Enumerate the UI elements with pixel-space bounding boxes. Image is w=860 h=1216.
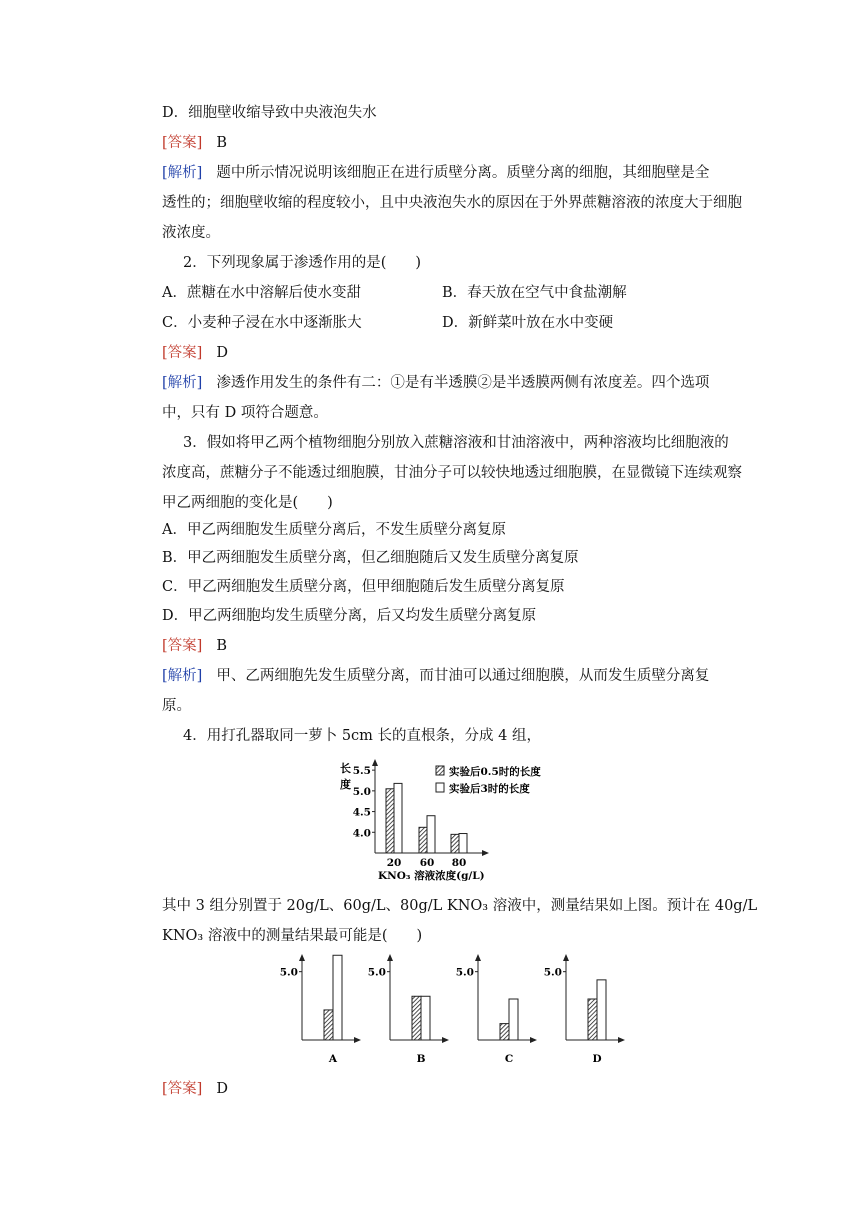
x-tick-label: 20 bbox=[386, 857, 402, 869]
answer-value: B bbox=[216, 638, 227, 654]
option-tick-label: 5.0 bbox=[367, 966, 386, 979]
analysis-text: 渗透作用发生的条件有二：①是有半透膜②是半透膜两侧有浓度差。四个选项 bbox=[216, 375, 710, 391]
option-bar-white bbox=[333, 955, 342, 1040]
option-bar-hatched bbox=[588, 999, 597, 1040]
y-tick-label: 5.0 bbox=[352, 785, 371, 798]
q4-answer bbox=[162, 1079, 228, 1099]
chart-xlabel: KNO₃ 溶液浓度(g/L) bbox=[378, 870, 485, 882]
answer-label: [答案] bbox=[162, 345, 203, 361]
bar-white-60 bbox=[427, 816, 435, 853]
answer-value: D bbox=[216, 1081, 228, 1097]
option-chart-C bbox=[456, 954, 537, 1065]
answer-value: D bbox=[216, 345, 228, 361]
q4-after-line-2: KNO₃ 溶液中的测量结果最可能是( ) bbox=[162, 928, 423, 944]
q3-option-b: B．甲乙两细胞发生质壁分离，但乙细胞随后又发生质壁分离复原 bbox=[162, 550, 579, 566]
q1-analysis-line-1 bbox=[162, 163, 710, 183]
bar-hatched-80 bbox=[451, 834, 459, 853]
q1-analysis-line-2: 透性的；细胞壁收缩的程度较小，且中央液泡失水的原因在于外界蔗糖溶液的浓度大于细胞 bbox=[162, 195, 742, 211]
q3-analysis-line-2: 原。 bbox=[162, 698, 191, 714]
analysis-label: [解析] bbox=[162, 668, 203, 684]
bar-white-20 bbox=[394, 783, 402, 853]
q3-option-d: D．甲乙两细胞均发生质壁分离，后又均发生质壁分离复原 bbox=[162, 608, 537, 624]
option-y-arrow bbox=[563, 954, 569, 961]
option-bar-hatched bbox=[412, 996, 421, 1040]
legend-swatch-white bbox=[436, 783, 444, 792]
option-tick-label: 5.0 bbox=[279, 966, 298, 979]
legend-label: 实验后3时的长度 bbox=[449, 783, 530, 795]
option-label: A bbox=[328, 1053, 338, 1065]
answer-value: B bbox=[216, 135, 227, 151]
q3-answer bbox=[162, 636, 227, 656]
q2-option-d: D．新鲜菜叶放在水中变硬 bbox=[442, 315, 614, 331]
analysis-text: 题中所示情况说明该细胞正在进行质壁分离。质壁分离的细胞，其细胞壁是全 bbox=[216, 165, 710, 181]
q4-stem: 4．用打孔器取同一萝卜 5cm 长的直根条，分成 4 组， bbox=[183, 728, 541, 744]
q3-option-c: C．甲乙两细胞发生质壁分离，但甲细胞随后发生质壁分离复原 bbox=[162, 579, 565, 595]
option-label: B bbox=[416, 1053, 426, 1065]
answer-label: [答案] bbox=[162, 1081, 203, 1097]
q3-stem-line-1: 3．假如将甲乙两个植物细胞分别放入蔗糖溶液和甘油溶液中，两种溶液均比细胞液的 bbox=[183, 435, 729, 451]
q3-stem-line-3: 甲乙两细胞的变化是( ) bbox=[162, 495, 333, 511]
option-charts bbox=[270, 950, 630, 1075]
option-y-arrow bbox=[387, 954, 393, 961]
option-y-arrow bbox=[299, 954, 305, 961]
option-bar-white bbox=[421, 996, 430, 1040]
length-chart bbox=[330, 756, 570, 886]
q3-analysis-line-1 bbox=[162, 666, 710, 686]
x-tick-label: 80 bbox=[451, 857, 467, 869]
y-tick-label: 4.0 bbox=[352, 827, 371, 840]
analysis-text: 甲、乙两细胞先发生质壁分离，而甘油可以通过细胞膜，从而发生质壁分离复 bbox=[216, 668, 710, 684]
option-bar-white bbox=[509, 999, 518, 1040]
q1-option-d: D．细胞壁收缩导致中央液泡失水 bbox=[162, 105, 377, 121]
answer-label: [答案] bbox=[162, 135, 203, 151]
option-y-arrow bbox=[475, 954, 481, 961]
q2-answer bbox=[162, 343, 228, 363]
option-chart-B bbox=[368, 954, 449, 1065]
option-chart-A bbox=[280, 954, 361, 1065]
option-bar-hatched bbox=[500, 1024, 509, 1040]
legend-swatch-hatched bbox=[436, 766, 444, 775]
bar-hatched-60 bbox=[419, 827, 427, 853]
option-bar-hatched bbox=[324, 1010, 333, 1040]
analysis-label: [解析] bbox=[162, 165, 203, 181]
chart-ylabel-char-2: 度 bbox=[340, 778, 351, 791]
q3-stem-line-2: 浓度高，蔗糖分子不能透过细胞膜，甘油分子可以较快地透过细胞膜，在显微镜下连续观察 bbox=[162, 465, 742, 481]
q1-answer bbox=[162, 133, 227, 153]
option-x-arrow bbox=[354, 1037, 361, 1043]
option-tick-label: 5.0 bbox=[543, 966, 562, 979]
y-axis-arrow bbox=[372, 759, 378, 766]
q3-option-a: A．甲乙两细胞发生质壁分离后，不发生质壁分离复原 bbox=[162, 522, 506, 538]
option-x-arrow bbox=[530, 1037, 537, 1043]
q2-analysis-line-2: 中，只有 D 项符合题意。 bbox=[162, 405, 328, 421]
bar-hatched-20 bbox=[386, 789, 394, 853]
q2-analysis-line-1 bbox=[162, 373, 710, 393]
bar-white-80 bbox=[459, 834, 467, 853]
option-x-arrow bbox=[442, 1037, 449, 1043]
option-label: D bbox=[592, 1053, 602, 1065]
q2-option-c: C．小麦种子浸在水中逐渐胀大 bbox=[162, 315, 362, 331]
q1-analysis-line-3: 液浓度。 bbox=[162, 225, 220, 241]
option-tick-label: 5.0 bbox=[455, 966, 474, 979]
x-tick-label: 60 bbox=[419, 857, 435, 869]
answer-label: [答案] bbox=[162, 638, 203, 654]
q4-after-line-1: 其中 3 组分别置于 20g/L、60g/L、80g/L KNO₃ 溶液中，测量结果如上图。预计在 40g/L bbox=[162, 898, 758, 914]
q2-option-a: A．蔗糖在水中溶解后使水变甜 bbox=[162, 285, 361, 301]
option-label: C bbox=[504, 1053, 514, 1065]
q2-stem: 2．下列现象属于渗透作用的是( ) bbox=[183, 255, 422, 271]
x-axis-arrow bbox=[482, 850, 489, 856]
option-x-arrow bbox=[618, 1037, 625, 1043]
analysis-label: [解析] bbox=[162, 375, 203, 391]
y-tick-label: 5.5 bbox=[352, 765, 371, 778]
chart-ylabel-char-1: 长 bbox=[340, 762, 351, 775]
legend-label: 实验后0.5时的长度 bbox=[449, 766, 541, 778]
y-tick-label: 4.5 bbox=[352, 806, 371, 819]
q2-option-b: B．春天放在空气中食盐潮解 bbox=[442, 285, 627, 301]
option-chart-D bbox=[544, 954, 625, 1065]
option-bar-white bbox=[597, 980, 606, 1040]
